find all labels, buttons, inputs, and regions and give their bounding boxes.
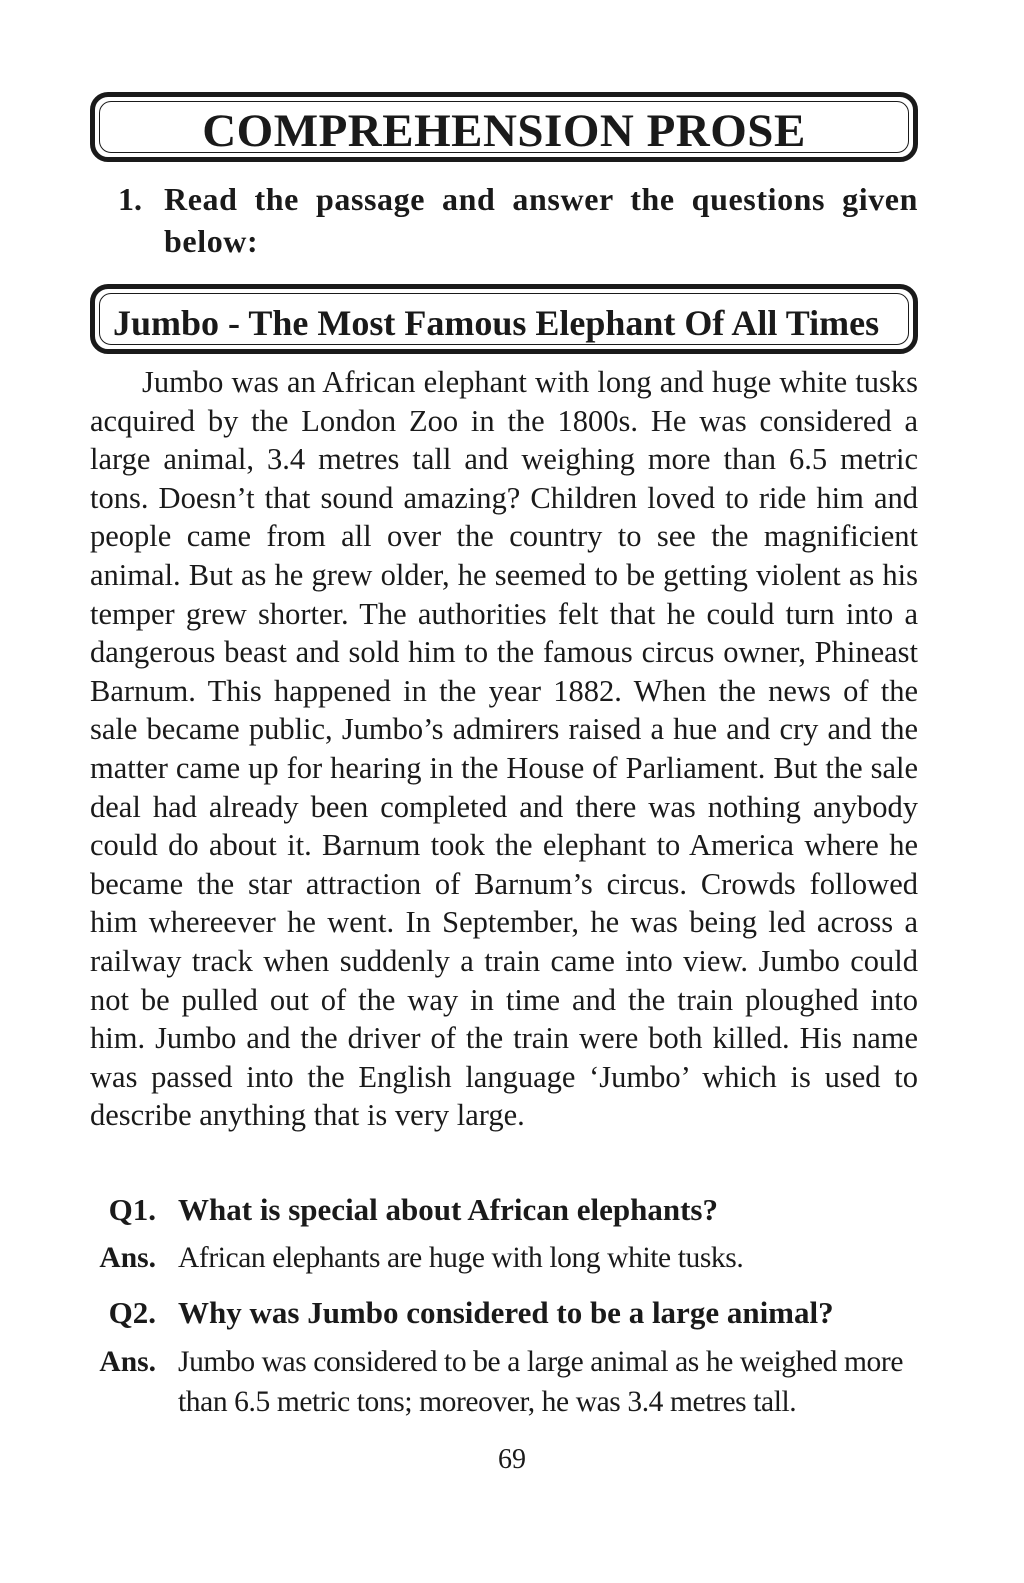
passage-title-box xyxy=(90,284,918,354)
section-title: COMPREHENSION PROSE xyxy=(202,105,806,157)
section-title-box xyxy=(90,92,918,162)
answer-2-text: Jumbo was considered to be a large animal as he weighed more than 6.5 metric tons; moreover, he was 3.4 metres tall. xyxy=(178,1346,904,1418)
question-1-text: What is special about African elephants? xyxy=(178,1192,718,1227)
exercise-number: 1. xyxy=(118,181,142,217)
exercise-instruction-text: Read the passage and answer the questions given below: xyxy=(164,181,918,259)
question-2-label: Q2. xyxy=(108,1295,156,1330)
passage-title: Jumbo - The Most Famous Elephant Of All Times xyxy=(113,303,880,343)
question-2 xyxy=(90,1293,918,1333)
question-1 xyxy=(90,1190,918,1230)
passage-text: Jumbo was an African elephant with long and huge white tusks acquired by the London Zoo in the 1800s. He was considered a large animal, 3.4 metres tall and weighing more than 6.5 metric tons. Doesn’t that sound amazing? Children loved to ride him and people came from all over the country to see the magnificient animal. But as he grew older, he seemed to be getting violent as his temper grew shorter. The authorities felt that he could turn into a dangerous beast and sold him to the famous circus owner, Phineast Barnum. This happened in the year 1882. When the news of the sale became public, Jumbo’s admirers raised a hue and cry and the matter came up for hearing in the House of Parliament. But the sale deal had already been completed and there was nothing anybody could do about it. Barnum took the elephant to America where he became the star attraction of Barnum’s circus. Crowds followed him whereever he went. In September, he was being led across a railway track when suddenly a train came into view. Jumbo could not be pulled out of the way in time and the train ploughed into him. Jumbo and the driver of the train were both killed. His name was passed into the English language ‘Jumbo’ which is used to describe anything that is very large. xyxy=(90,365,918,1133)
exercise-instruction xyxy=(118,178,918,262)
answer-2-label: Ans. xyxy=(99,1346,156,1378)
question-1-label: Q1. xyxy=(108,1192,156,1227)
answer-1 xyxy=(90,1238,918,1278)
answer-1-label: Ans. xyxy=(99,1242,156,1274)
answer-1-text: African elephants are huge with long white tusks. xyxy=(178,1242,744,1274)
page-number: 69 xyxy=(498,1444,526,1475)
question-2-text: Why was Jumbo considered to be a large animal? xyxy=(178,1295,834,1330)
answer-2 xyxy=(90,1342,918,1422)
